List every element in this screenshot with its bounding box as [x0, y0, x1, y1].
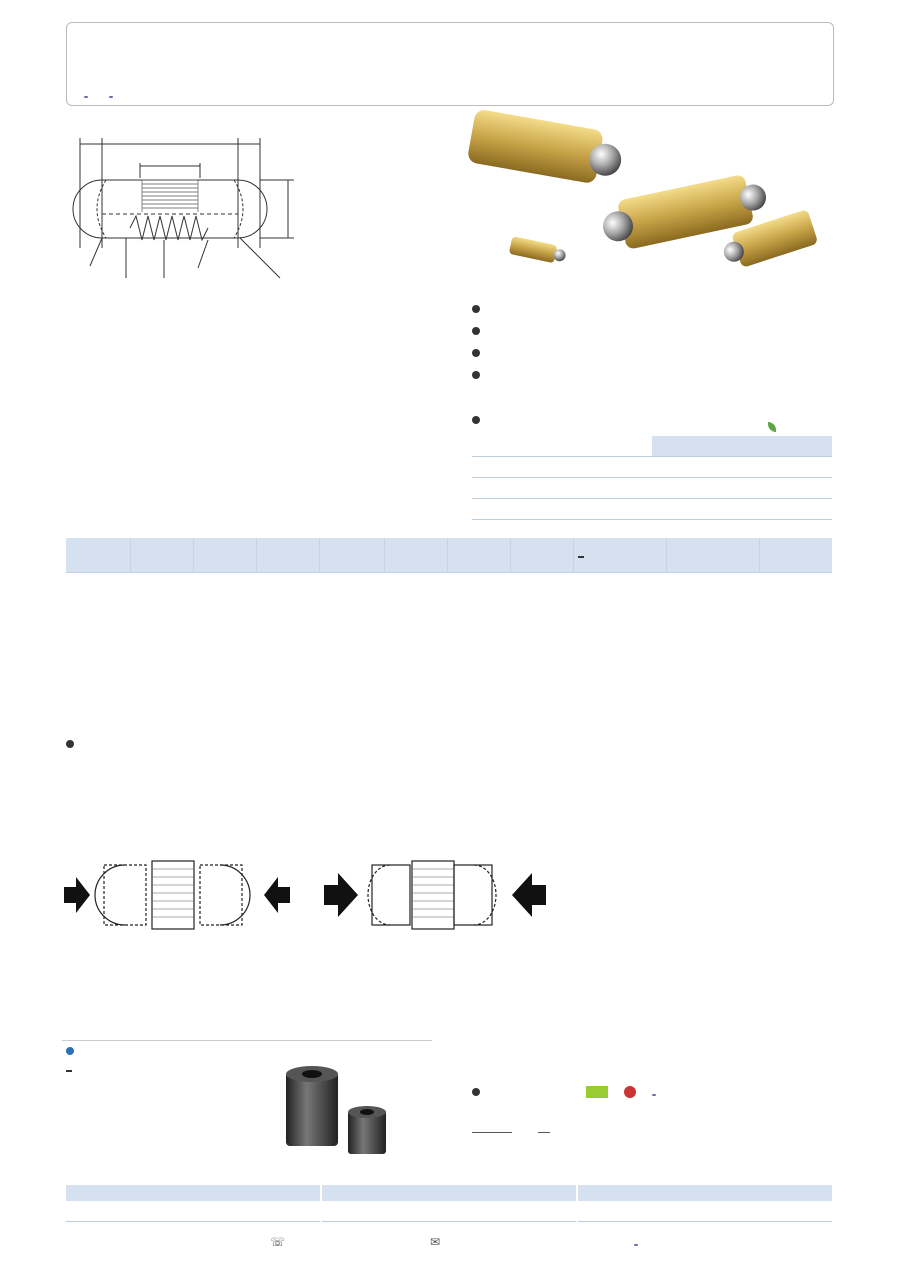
bullet-icon — [472, 305, 480, 313]
phone-icon: ☏ — [270, 1235, 286, 1249]
bullet-icon — [66, 740, 74, 748]
header-frame — [66, 22, 834, 106]
bullet-icon — [472, 1088, 480, 1096]
web-icon — [652, 1094, 656, 1096]
order-note-tag — [540, 1142, 551, 1161]
bb-tag — [66, 1070, 72, 1072]
top-links — [84, 88, 130, 101]
website — [634, 1235, 641, 1249]
material-part — [472, 457, 652, 478]
feature-item — [472, 300, 842, 322]
bb-tag — [578, 556, 584, 558]
rohs-badge — [768, 422, 779, 434]
spec-table — [66, 538, 832, 573]
bullet-icon — [472, 416, 480, 424]
spec-header-row — [66, 538, 832, 573]
material-part — [472, 478, 652, 499]
usage-section — [66, 734, 80, 758]
material-value — [652, 457, 832, 478]
feature-item — [472, 322, 842, 344]
order-badges — [586, 1086, 659, 1099]
phone — [270, 1235, 285, 1249]
leaf-icon — [768, 422, 776, 432]
usage-figures — [60, 855, 560, 935]
material-value — [652, 499, 832, 520]
web-icon — [84, 96, 88, 98]
option-cell — [578, 1185, 832, 1222]
web-icon — [109, 96, 113, 98]
order-heading — [472, 1086, 486, 1101]
material-table — [472, 436, 832, 520]
cad-download-link[interactable] — [109, 88, 116, 101]
usage-heading — [66, 734, 80, 758]
arrow-left-icon — [512, 873, 546, 917]
bullet-icon — [472, 349, 480, 357]
material-value — [652, 478, 832, 499]
brand-logo — [764, 50, 818, 80]
selection-navi-link[interactable] — [84, 88, 91, 101]
material-col-header — [652, 436, 832, 457]
bullet-icon — [472, 327, 480, 335]
related-text — [66, 1062, 72, 1078]
feature-item — [472, 366, 842, 388]
ball-button-photo — [280, 1062, 410, 1162]
arrow-left-icon — [264, 877, 290, 913]
arrow-right-icon — [64, 877, 90, 913]
feature-list — [472, 300, 842, 388]
web-icon — [634, 1244, 638, 1246]
material-part — [472, 499, 652, 520]
option-cell — [322, 1185, 576, 1222]
option-cell — [66, 1185, 320, 1222]
bullet-icon — [472, 371, 480, 379]
clock-icon — [624, 1086, 636, 1098]
material-heading — [472, 414, 486, 429]
bullet-icon — [66, 1047, 74, 1055]
product-photo — [460, 110, 840, 290]
arrow-right-icon — [324, 873, 358, 917]
truck-icon — [586, 1086, 608, 1098]
feature-item — [472, 344, 842, 366]
email — [430, 1235, 440, 1249]
dimension-drawing — [66, 128, 316, 298]
related-heading — [66, 1045, 80, 1060]
mail-icon: ✉ — [430, 1235, 441, 1249]
category-sidebar — [860, 18, 900, 1158]
